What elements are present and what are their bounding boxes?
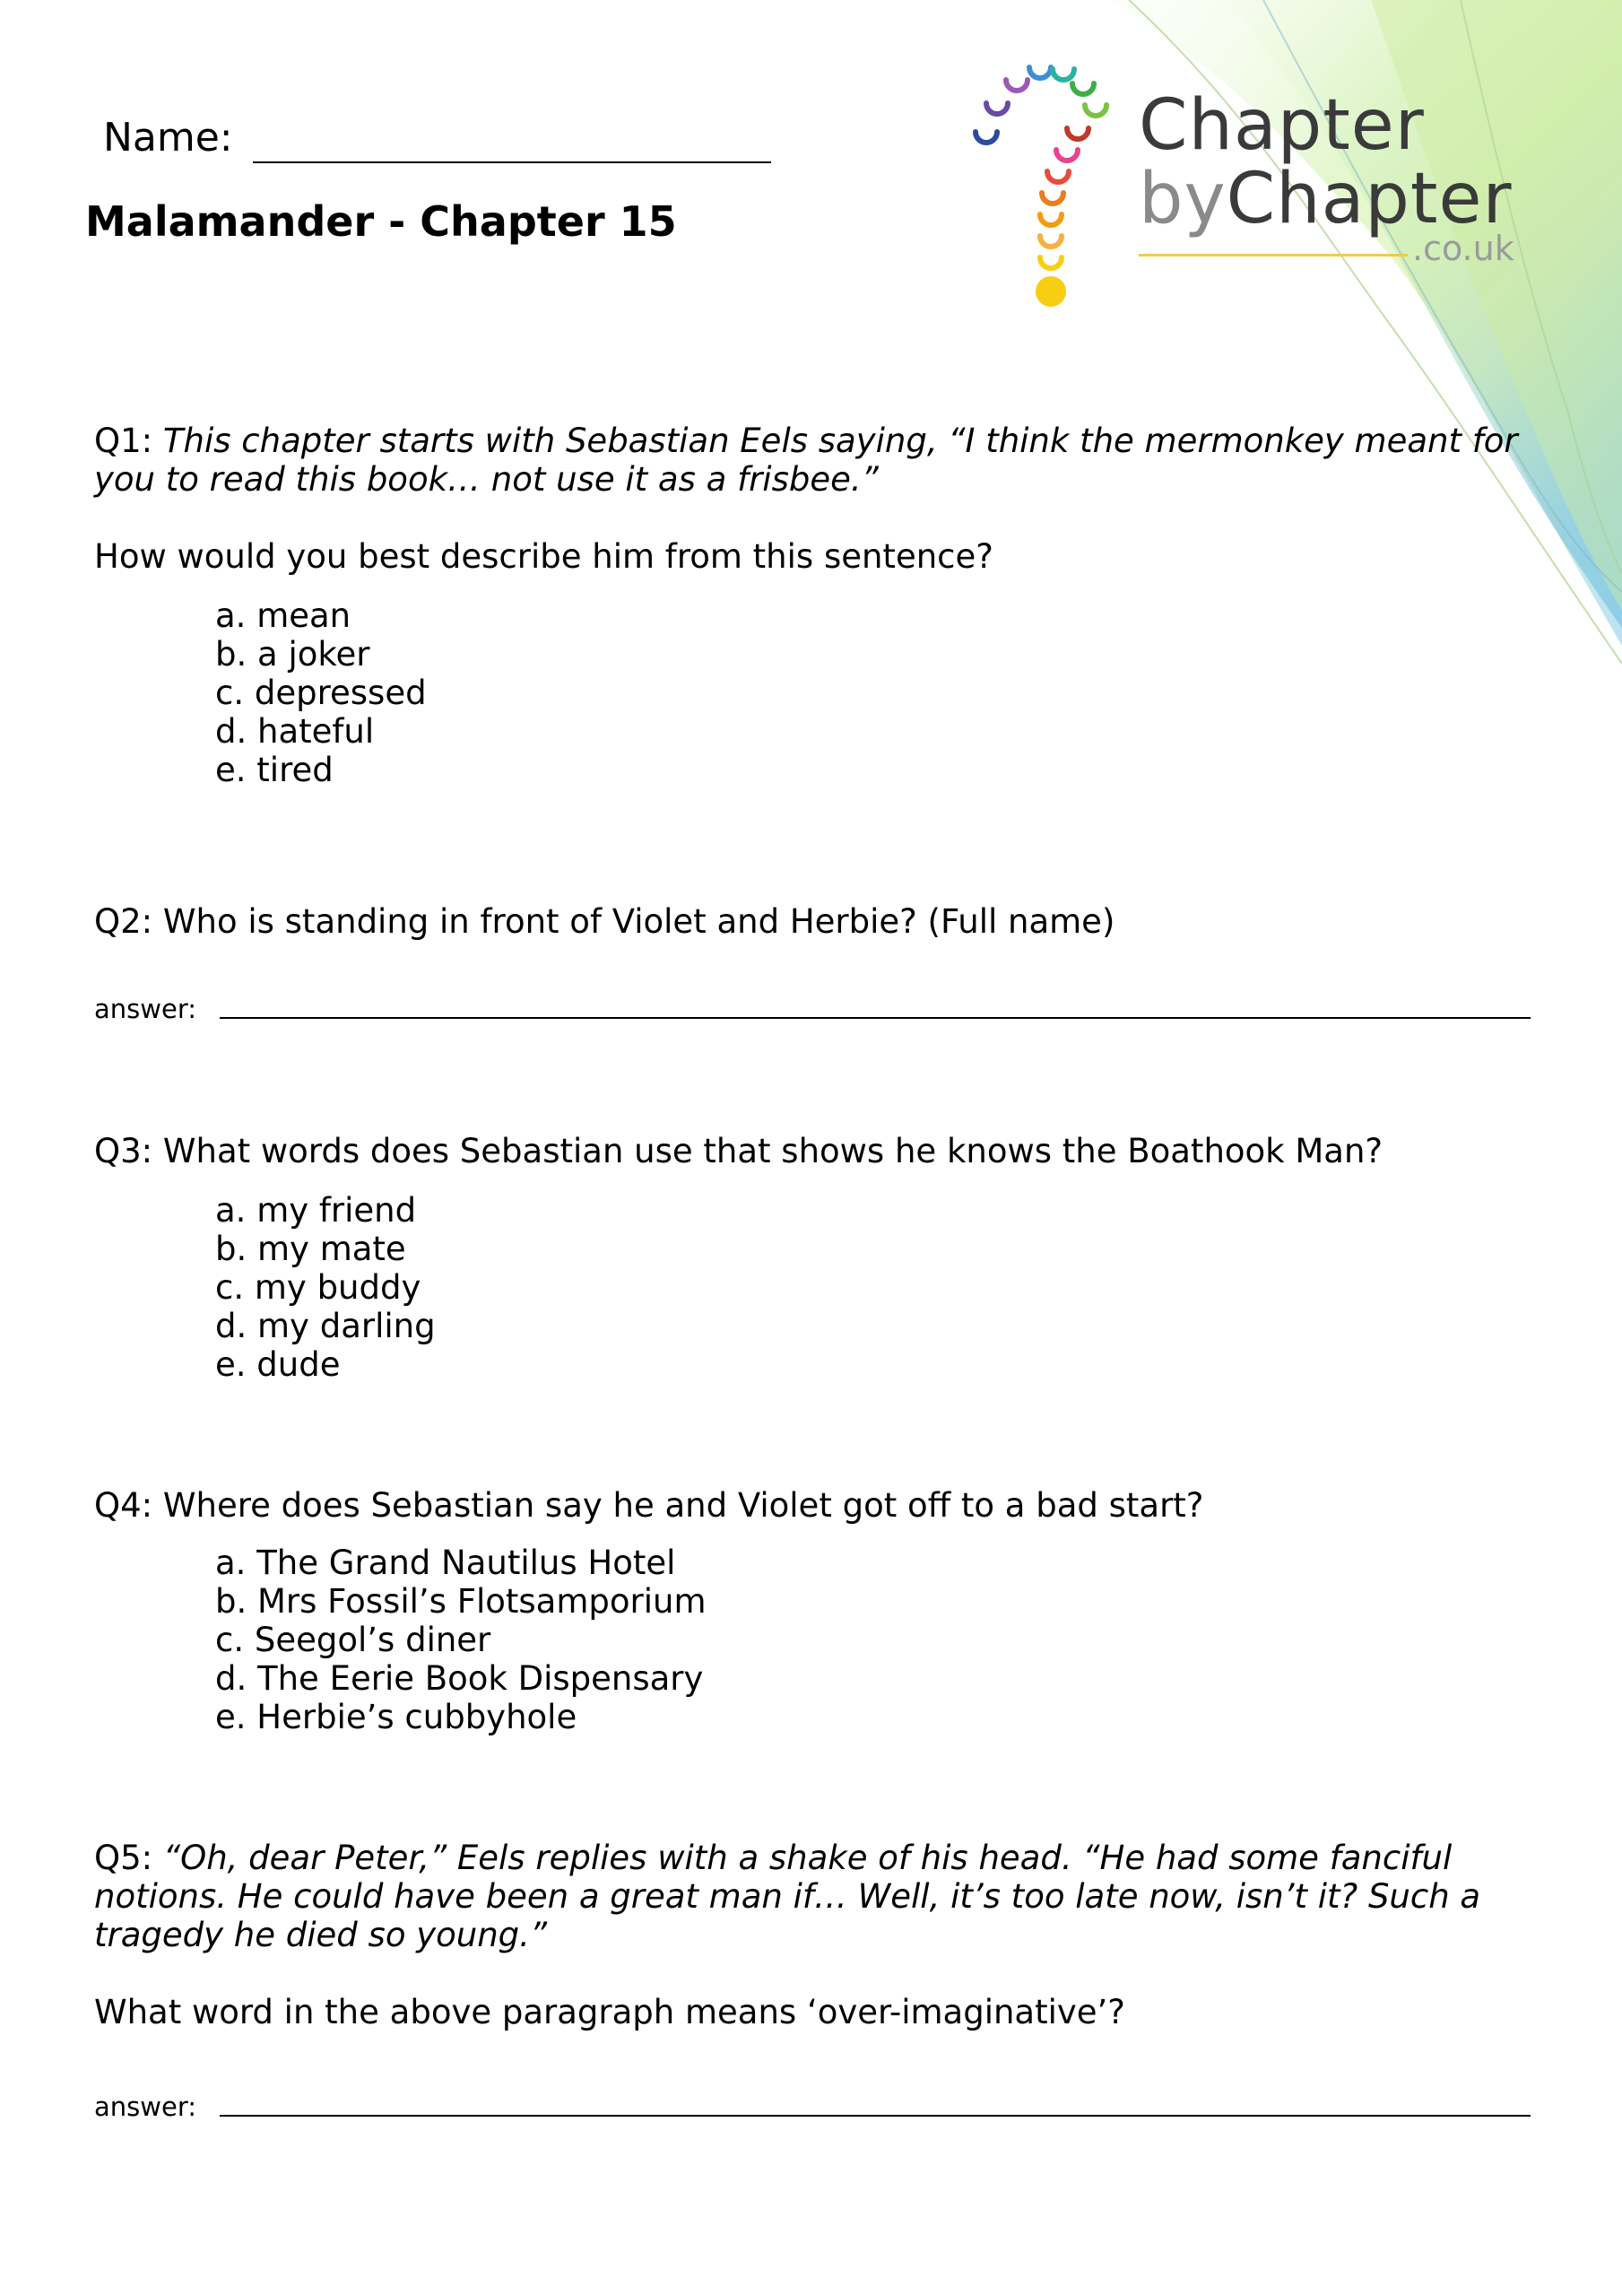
option-c[interactable]: c. my buddy (215, 1268, 421, 1307)
question-1-options (215, 596, 427, 789)
question-3 (94, 1132, 1529, 1170)
question-3-options (215, 1191, 436, 1384)
option-b[interactable]: b. my mate (215, 1230, 406, 1268)
chapter-by-chapter-logo (959, 49, 1542, 318)
question-label: Q5: (94, 1839, 153, 1877)
answer-input-line[interactable] (220, 2115, 1531, 2117)
page-title: Malamander - Chapter 15 (85, 197, 677, 246)
option-d[interactable]: d. hateful (215, 712, 375, 751)
name-input-line[interactable] (253, 161, 771, 163)
option-c[interactable]: c. depressed (215, 674, 427, 712)
question-label: Q4: (94, 1486, 153, 1525)
question-label: Q3: (94, 1132, 153, 1170)
logo-wordmark-by: by (1139, 159, 1227, 239)
option-b[interactable]: b. a joker (215, 635, 370, 674)
question-5-prompt: What word in the above paragraph means ‘over-imaginative’? (94, 1993, 1125, 2031)
logo-wordmark-line1: Chapter (1139, 85, 1425, 166)
question-1 (94, 422, 1529, 499)
logo-wordmark-chapter: Chapter (1226, 159, 1513, 239)
logo-wordmark-line2 (1139, 159, 1513, 239)
answer-label: answer: (94, 994, 197, 1024)
logo-underline (1139, 254, 1408, 257)
question-quote: This chapter starts with Sebastian Eels saying, “I think the mermonkey meant for you to read this book… not use it as a frisbee.” (94, 422, 1518, 499)
question-mark-books-icon (959, 49, 1139, 318)
option-c[interactable]: c. Seegol’s diner (215, 1621, 491, 1659)
question-1-prompt: How would you best describe him from this sentence? (94, 537, 993, 576)
question-text: What words does Sebastian use that shows he knows the Boathook Man? (162, 1132, 1383, 1170)
option-e[interactable]: e. Herbie’s cubbyhole (215, 1698, 577, 1736)
option-d[interactable]: d. my darling (215, 1307, 436, 1345)
option-a[interactable]: a. my friend (215, 1191, 417, 1230)
question-quote: “Oh, dear Peter,” Eels replies with a shake of his head. “He had some fanciful notions. He could have been a great man if… Well, it’s too late now, isn’t it? Such a tragedy he died so young.” (94, 1839, 1481, 1954)
question-label: Q1: (94, 422, 153, 460)
answer-label: answer: (94, 2092, 197, 2122)
question-4-options (215, 1544, 707, 1736)
option-b[interactable]: b. Mrs Fossil’s Flotsamporium (215, 1582, 707, 1621)
question-text: Who is standing in front of Violet and Herbie? (Full name) (162, 902, 1115, 941)
question-text: Where does Sebastian say he and Violet got off to a bad start? (162, 1486, 1204, 1525)
question-4 (94, 1486, 1529, 1525)
option-d[interactable]: d. The Eerie Book Dispensary (215, 1659, 704, 1698)
question-5 (94, 1839, 1529, 1954)
name-label: Name: (103, 115, 233, 161)
answer-input-line[interactable] (220, 1017, 1531, 1019)
question-label: Q2: (94, 902, 153, 941)
option-a[interactable]: a. mean (215, 596, 351, 635)
question-2 (94, 902, 1529, 941)
option-e[interactable]: e. tired (215, 751, 334, 789)
logo-domain: .co.uk (1412, 229, 1514, 268)
option-a[interactable]: a. The Grand Nautilus Hotel (215, 1544, 676, 1582)
option-e[interactable]: e. dude (215, 1345, 341, 1384)
